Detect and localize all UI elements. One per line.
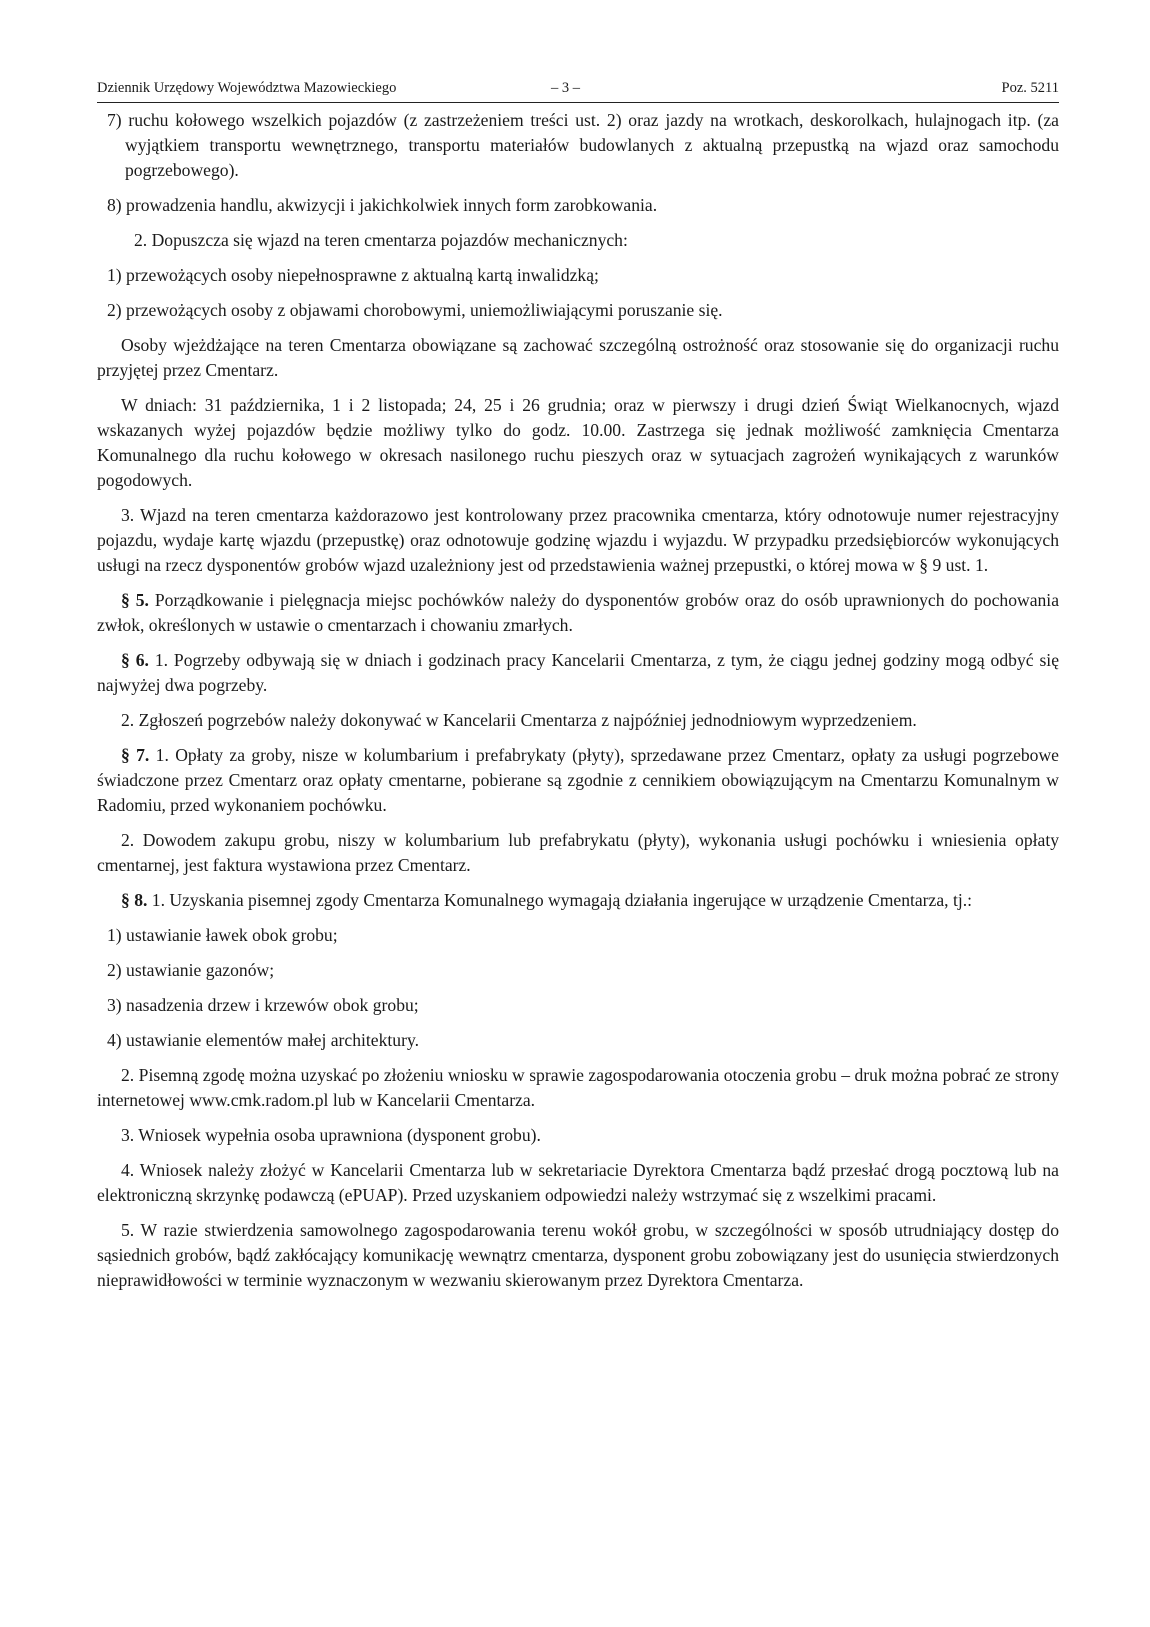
paragraph: 3. Wniosek wypełnia osoba uprawniona (dysponent grobu). — [121, 1125, 541, 1145]
paragraph: 2. Dopuszcza się wjazd na teren cmentarza pojazdów mechanicznych: — [134, 230, 628, 250]
section-label: § 7. — [121, 745, 150, 765]
paragraph-text: Porządkowanie i pielęgnacja miejsc pochówków należy do dysponentów grobów oraz do osób uprawnionych do pochowania zwłok, określonych w ustawie o cmentarzach i chowaniu zmarłych. — [97, 590, 1059, 635]
paragraph: 2. Zgłoszeń pogrzebów należy dokonywać w Kancelarii Cmentarza z najpóźniej jednodniowym wyprzedzeniem. — [121, 710, 917, 730]
paragraph: 4. Wniosek należy złożyć w Kancelarii Cmentarza lub w sekretariacie Dyrektora Cmentarza bądź przesłać drogą pocztową lub na elektroniczną skrzynkę podawczą (ePUAP). Przed uzyskaniem odpowiedzi należy wstrzymać się z wszelkimi pracami. — [97, 1160, 1059, 1205]
paragraph — [97, 588, 1059, 638]
list-item: 2) przewożących osoby z objawami chorobowymi, uniemożliwiającymi poruszanie się. — [107, 300, 723, 320]
paragraph-text: 1. Uzyskania pisemnej zgody Cmentarza Komunalnego wymagają działania ingerujące w urządzenie Cmentarza, tj.: — [147, 890, 973, 910]
journal-title: Dziennik Urzędowy Województwa Mazowieckiego — [97, 80, 397, 96]
paragraph-text: 1. Pogrzeby odbywają się w dniach i godzinach pracy Kancelarii Cmentarza, z tym, że ciągu jednej godziny mogą odbyć się najwyżej dwa pogrzeby. — [97, 650, 1059, 695]
paragraph: 5. W razie stwierdzenia samowolnego zagospodarowania terenu wokół grobu, w szczególności w sposób utrudniający dostęp do sąsiednich grobów, bądź zakłócający komunikację wewnątrz cmentarza, dysponent grobu zobowiązany jest do usunięcia stwierdzonych nieprawidłowości w terminie wyznaczonym w wezwaniu skierowanym przez Dyrektora Cmentarza. — [97, 1220, 1059, 1290]
section-label: § 5. — [121, 590, 149, 610]
paragraph: W dniach: 31 października, 1 i 2 listopada; 24, 25 i 26 grudnia; oraz w pierwszy i drugi dzień Świąt Wielkanocnych, wjazd wskazanych wyżej pojazdów będzie możliwy tylko do godz. 10.00. Zastrzega się jednak możliwość zamknięcia Cmentarza Komunalnego dla ruchu kołowego w okresach nasilonego ruchu pieszych oraz w sytuacjach zagrożeń wynikających z warunków pogodowych. — [97, 395, 1059, 490]
list-item: 2) ustawianie gazonów; — [107, 960, 275, 980]
page-number: – 3 – — [551, 80, 580, 96]
paragraph — [97, 888, 1059, 913]
position-number: Poz. 5211 — [1001, 80, 1059, 96]
paragraph — [97, 743, 1059, 818]
paragraph: 3. Wjazd na teren cmentarza każdorazowo jest kontrolowany przez pracownika cmentarza, który odnotowuje numer rejestracyjny pojazdu, wydaje kartę wjazdu (przepustkę) oraz odnotowuje godzinę wjazdu i wyjazdu. W przypadku przedsiębiorców wykonujących usługi na rzecz dysponentów grobów wjazd uzależniony jest od przedstawienia ważnej przepustki, o której mowa w § 9 ust. 1. — [97, 505, 1059, 575]
paragraph: 2. Pisemną zgodę można uzyskać po złożeniu wniosku w sprawie zagospodarowania otoczenia grobu – druk można pobrać ze strony internetowej www.cmk.radom.pl lub w Kancelarii Cmentarza. — [97, 1065, 1059, 1110]
list-item: 1) przewożących osoby niepełnosprawne z aktualną kartą inwalidzką; — [107, 265, 599, 285]
list-item: 3) nasadzenia drzew i krzewów obok grobu; — [107, 995, 419, 1015]
paragraph: 2. Dowodem zakupu grobu, niszy w kolumbarium lub prefabrykatu (płyty), wykonania usługi pochówku i wniesienia opłaty cmentarnej, jest faktura wystawiona przez Cmentarz. — [97, 830, 1059, 875]
list-item: 1) ustawianie ławek obok grobu; — [107, 925, 338, 945]
page-header — [97, 76, 1059, 103]
list-item: 7) ruchu kołowego wszelkich pojazdów (z zastrzeżeniem treści ust. 2) oraz jazdy na wrotkach, deskorolkach, hulajnogach itp. (za wyjątkiem transportu wewnętrznego, transportu materiałów budowlanych z aktualną przepustką na wjazd oraz samochodu pogrzebowego). — [107, 110, 1059, 180]
section-label: § 8. — [121, 890, 148, 910]
list-item: 4) ustawianie elementów małej architektury. — [107, 1030, 420, 1050]
paragraph-text: 1. Opłaty za groby, nisze w kolumbarium i prefabrykaty (płyty), sprzedawane przez Cmentarz, opłaty za usługi pogrzebowe świadczone przez Cmentarz oraz opłaty cmentarne, pobierane są zgodnie z cennikiem obowiązującym na Cmentarzu Komunalnym w Radomiu, przed wykonaniem pochówku. — [97, 745, 1059, 815]
section-label: § 6. — [121, 650, 149, 670]
list-item: 8) prowadzenia handlu, akwizycji i jakichkolwiek innych form zarobkowania. — [107, 195, 658, 215]
paragraph — [97, 648, 1059, 698]
paragraph: Osoby wjeżdżające na teren Cmentarza obowiązane są zachować szczególną ostrożność oraz stosowanie się do organizacji ruchu przyjętej przez Cmentarz. — [97, 335, 1059, 380]
document-body — [97, 108, 1059, 1303]
